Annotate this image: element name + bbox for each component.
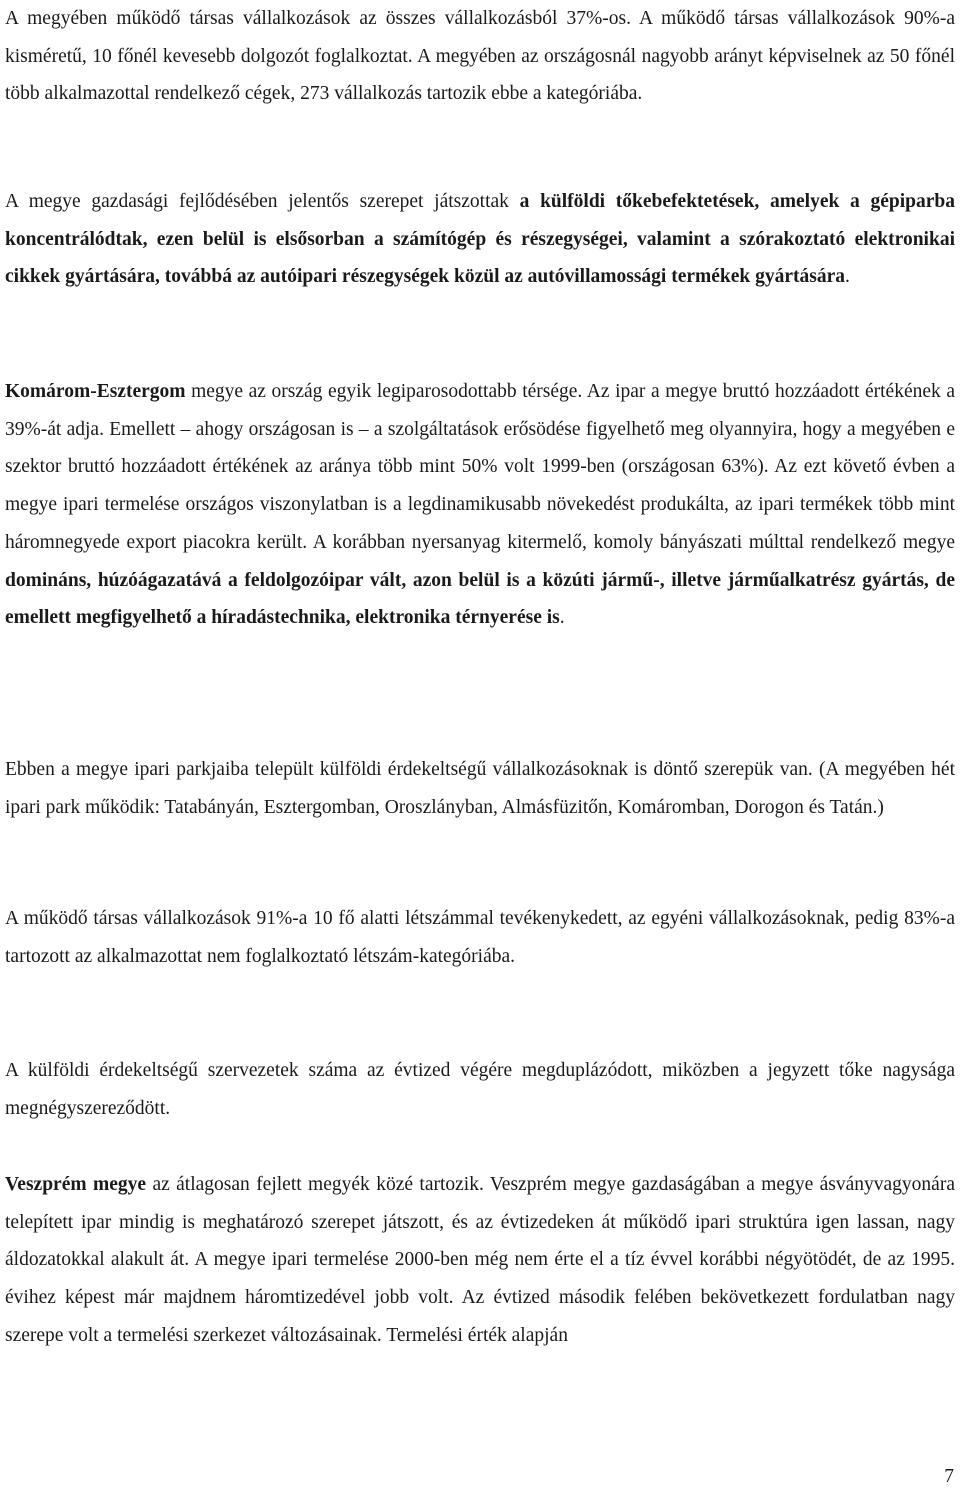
paragraph-text: . bbox=[559, 607, 565, 629]
paragraph-foreign-organizations bbox=[5, 1052, 955, 1127]
paragraph-text: megye az ország egyik legiparosodottabb térsége. Az ipar a megye bruttó hozzáadott értékének a 39%-át adja. Emellett – ahogy országosan is – a szolgáltatások erősödése figyelhető meg olyannyira, hogy a megyében e szektor bruttó hozzáadott értékének az aránya több mint 50% volt 1999-ben (országosan 63%). Az ezt követő évben a megye ipari termelése országos viszonylatban is a legdinamikusabb növekedést produkálta, az ipari termékek több mint háromnegyede export piacokra került. A korábban nyersanyag kitermelő, komoly bányászati múlttal rendelkező megye bbox=[5, 381, 955, 553]
paragraph-text: . bbox=[845, 266, 850, 288]
paragraph-industrial-parks bbox=[5, 751, 955, 826]
paragraph-text: az átlagosan fejlett megyék közé tartozik. Veszprém megye gazdaságában a megye ásványvagyonára telepített ipar mindig is meghatározó szerepet játszott, és az évtizedeken át működő ipari struktúra igen lassan, nagy áldozatokkal alakult át. A megye ipari termelése 2000-ben még nem érte el a tíz évvel korábbi négyötödét, de az 1995. évihez képest már majdnem háromtizedével jobb volt. Az évtized második felében bekövetkezett fordulatban nagy szerepe volt a termelési szerkezet változásainak. Termelési érték alapján bbox=[5, 1174, 955, 1346]
paragraph-text: A megyében működő társas vállalkozások az összes vállalkozásból 37%-os. A működő társas vállalkozások 90%-a kisméretű, 10 főnél kevesebb dolgozót foglalkoztat. A megyében az országosnál nagyobb arányt képviselnek az 50 főnél több alkalmazottal rendelkező cégek, 273 vállalkozás tartozik ebbe a kategóriába. bbox=[5, 8, 955, 105]
paragraph-text: A külföldi érdekeltségű szervezetek száma az évtized végére megduplázódott, miközben a jegyzett tőke nagysága megnégyszereződött. bbox=[5, 1060, 955, 1119]
paragraph-text: Ebben a megye ipari parkjaiba települt külföldi érdekeltségű vállalkozásoknak is döntő szerepük van. (A megyében hét ipari park működik: Tatabányán, Esztergomban, Oroszlányban, Almásfüzitőn, Komáromban, Dorogon és Tatán.) bbox=[5, 759, 955, 818]
paragraph-komarom-esztergom bbox=[5, 373, 955, 637]
page-number: 7 bbox=[944, 1466, 954, 1487]
paragraph-bold-text: Komárom-Esztergom bbox=[5, 381, 186, 402]
paragraph-bold-text: Veszprém megye bbox=[5, 1174, 147, 1195]
paragraph-foreign-investment bbox=[5, 183, 955, 296]
paragraph-text: A megye gazdasági fejlődésében jelentős szerepet játszottak bbox=[5, 191, 520, 212]
paragraph-text: A működő társas vállalkozások 91%-a 10 fő alatti létszámmal tevékenykedett, az egyéni vállalkozásoknak, pedig 83%-a tartozott az alkalmazottat nem foglalkoztató létszám-kategóriába. bbox=[5, 908, 955, 967]
paragraph-company-share bbox=[5, 0, 955, 113]
paragraph-bold-text: domináns, húzóágazatává a feldolgozóipar vált, azon belül is a közúti jármű-, illetve járműalkatrész gyártás, de emellett megfigyelhető a híradástechnika, elektronika térnyerése is bbox=[5, 569, 955, 629]
paragraph-veszprem bbox=[5, 1166, 955, 1355]
paragraph-workforce-size bbox=[5, 900, 955, 975]
paragraph-bold-text: a külföldi tőkebefektetések, amelyek a gépiparba koncentrálódtak, ezen belül is elsősorban a számítógép és részegységei, valamint a szórakoztató elektronikai cikkek gyártására, továbbá az autóipari részegységek közül az autóvillamossági termékek gyártására bbox=[5, 191, 956, 288]
